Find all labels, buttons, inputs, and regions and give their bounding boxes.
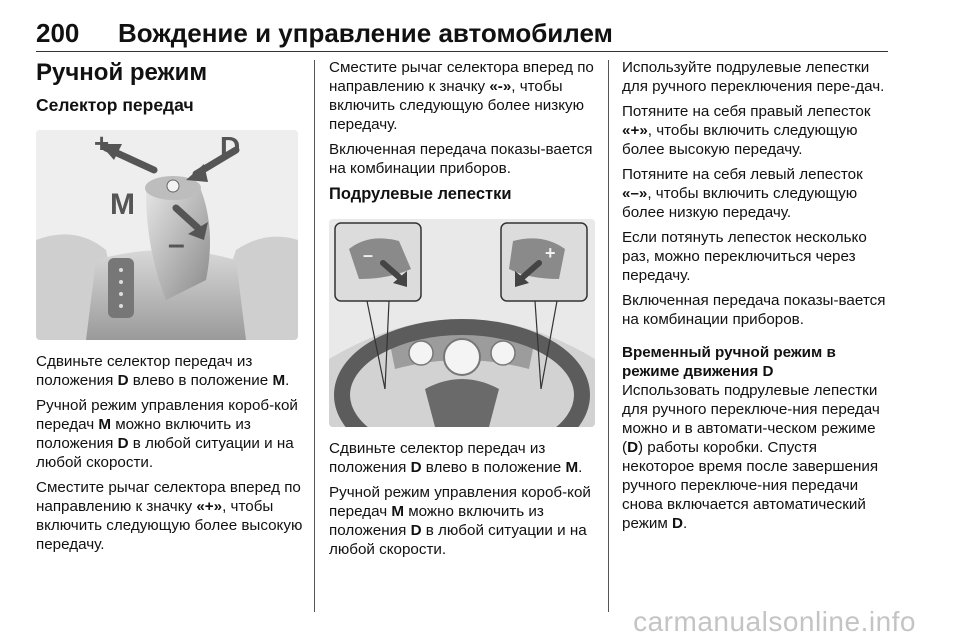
col1-paragraph-3: Сместите рычаг селектора вперед по направлению к значку «+», чтобы включить следующую более высокую передачу.	[36, 479, 303, 553]
subtitle-gear-selector: Селектор передач	[36, 95, 194, 115]
subtitle-paddles: Подрулевые лепестки	[329, 185, 512, 203]
d-label: D	[220, 131, 241, 162]
col2-paragraph-4: Ручной режим управления короб-кой передач M можно включить из положения D в любой ситуации и на любой скорости.	[329, 484, 591, 558]
running-title: Вождение и управление автомобилем	[118, 18, 613, 48]
paddles-figure	[329, 219, 595, 427]
page-header	[0, 0, 960, 52]
column-3	[622, 58, 890, 539]
col3-paragraph-3: Потяните на себя левый лепесток «–», чтобы включить следующую более низкую передачу.	[622, 166, 863, 221]
column-2	[329, 58, 597, 565]
col3-paragraph-5: Включенная передача показы-вается на комбинации приборов.	[622, 292, 886, 328]
gear-selector-illustration	[36, 130, 298, 340]
gear-selector-figure	[36, 130, 298, 340]
plus-paddle-label: +	[545, 243, 556, 263]
column-divider-1	[314, 60, 315, 612]
watermark: carmanualsonline.info	[633, 606, 916, 637]
plus-label: +	[94, 130, 110, 158]
subtitle-temporary-manual: Временный ручной режим в режиме движения D	[622, 344, 836, 380]
col3-paragraph-2: Потяните на себя правый лепесток «+», чтобы включить следующую более высокую передачу.	[622, 103, 871, 158]
col1-paragraph-1: Сдвиньте селектор передач из положения D влево в положение M.	[36, 353, 290, 389]
m-label: M	[110, 188, 135, 221]
col2-paragraph-3: Сдвиньте селектор передач из положения D влево в положение M.	[329, 440, 583, 476]
column-1	[36, 58, 304, 560]
page-number: 200	[36, 18, 80, 48]
col3-paragraph-1: Используйте подрулевые лепестки для ручного переключения пере-дач.	[622, 59, 885, 95]
col3-paragraph-6: Использовать подрулевые лепестки для ручного переключе-ния передач можно и в автомати-ческом режиме (D) работы коробки. Спустя некоторое время после завершения ручного переключе-ния передачи снова включается автоматический режим D.	[622, 382, 880, 532]
minus-paddle-label: –	[363, 245, 374, 265]
steering-paddles-illustration	[329, 219, 595, 427]
column-divider-2	[608, 60, 609, 612]
header-rule	[36, 51, 888, 52]
col1-paragraph-2: Ручной режим управления короб-кой передач M можно включить из положения D в любой ситуации и на любой скорости.	[36, 397, 298, 471]
minus-label: –	[168, 228, 185, 261]
col2-paragraph-1: Сместите рычаг селектора вперед по направлению к значку «-», чтобы включить следующую более низкую передачу.	[329, 59, 594, 133]
section-title: Ручной режим	[36, 59, 208, 86]
col3-paragraph-4: Если потянуть лепесток несколько раз, можно переключиться через передачу.	[622, 229, 867, 284]
col2-paragraph-2: Включенная передача показы-вается на комбинации приборов.	[329, 141, 593, 177]
